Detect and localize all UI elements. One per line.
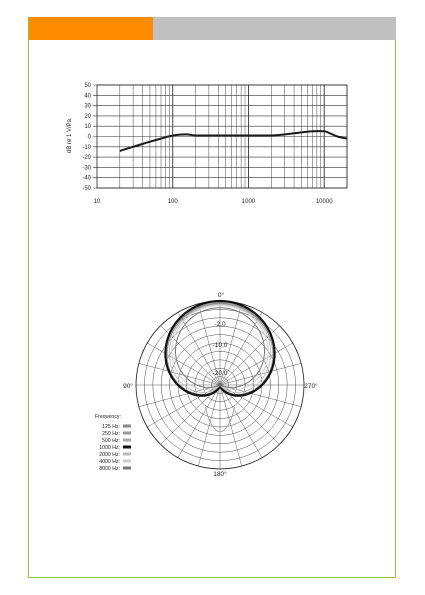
polar-spoke — [139, 363, 220, 385]
legend-swatch — [123, 439, 131, 442]
polar-spoke — [147, 385, 220, 427]
legend-swatch — [123, 467, 131, 470]
y-tick-label: -10 — [82, 144, 91, 151]
y-tick-label: 10 — [84, 124, 91, 131]
y-tick-label: -40 — [82, 175, 91, 182]
polar-spoke — [220, 385, 293, 427]
y-tick-label: 50 — [84, 83, 91, 89]
x-tick-label: 1000 — [241, 199, 256, 205]
ring-label-10: -10,0 — [212, 342, 228, 349]
legend-label: 8000 Hz: — [99, 466, 120, 472]
angle-label-180: 180° — [213, 471, 227, 478]
y-tick-label: -30 — [82, 165, 91, 172]
polar-spoke — [147, 343, 220, 385]
y-axis-label: dB re 1 V/Pa — [67, 118, 73, 154]
legend-title: Frequency: — [95, 414, 121, 420]
y-tick-label: 0 — [87, 134, 91, 141]
legend-label: 1000 Hz: — [99, 445, 120, 451]
legend-label: 500 Hz: — [102, 438, 120, 444]
legend-label: 2000 Hz: — [99, 452, 120, 458]
polar-spoke — [220, 363, 301, 385]
y-tick-label: -20 — [82, 155, 91, 162]
polar-spoke — [220, 343, 293, 385]
y-tick-label: 20 — [84, 113, 91, 120]
legend-swatch — [123, 432, 131, 435]
x-tick-label: 100 — [167, 199, 178, 205]
angle-label-270: 270° — [304, 383, 318, 390]
ring-label-2: -2,0 — [214, 321, 226, 328]
legend-label: 250 Hz: — [102, 431, 120, 437]
legend-swatch — [123, 446, 131, 449]
angle-label-0: 0° — [217, 292, 225, 299]
legend-swatch — [123, 425, 131, 428]
x-tick-label: 10 — [93, 199, 101, 205]
polar-spoke — [198, 385, 220, 466]
angle-label-90: 90° — [123, 383, 133, 390]
y-tick-label: -50 — [82, 186, 91, 192]
polar-spoke — [220, 385, 242, 466]
legend-swatch — [123, 453, 131, 456]
legend-label: 125 Hz: — [102, 424, 120, 430]
y-tick-label: 40 — [84, 93, 91, 100]
ring-label-20: -20,0 — [212, 370, 228, 377]
y-tick-label: 30 — [84, 103, 91, 110]
legend-swatch — [123, 460, 131, 463]
x-tick-label: 10000 — [315, 199, 333, 205]
legend-label: 4000 Hz: — [99, 459, 120, 465]
